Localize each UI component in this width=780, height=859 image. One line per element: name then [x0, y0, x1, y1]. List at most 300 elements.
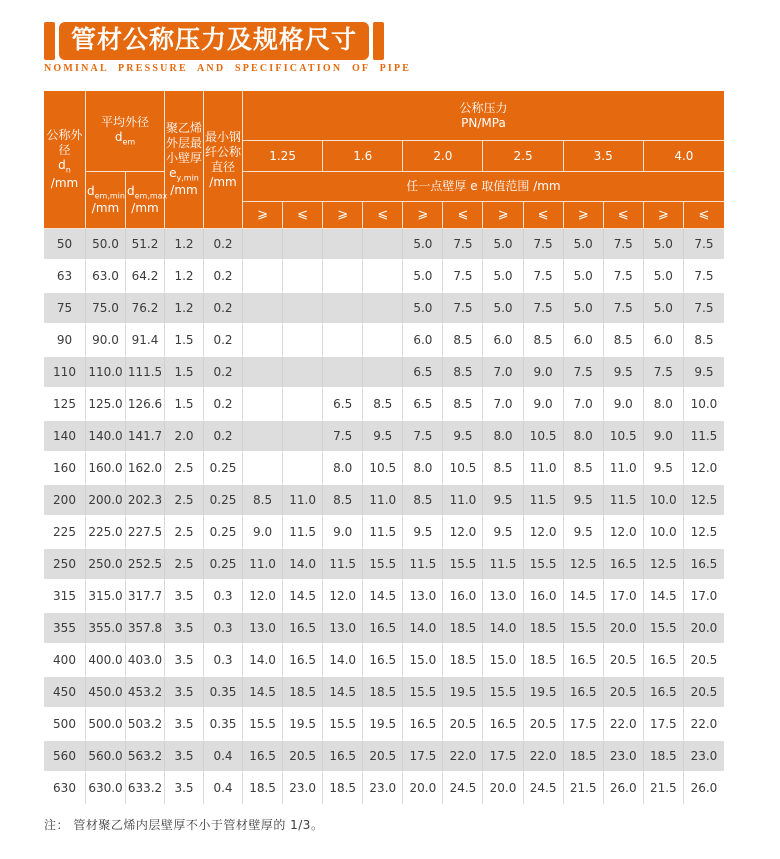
table-cell: 20.5: [604, 677, 644, 709]
table-cell: 227.5: [126, 517, 165, 549]
table-cell: 5.0: [564, 261, 604, 293]
table-cell: 9.5: [684, 357, 724, 389]
table-cell: 5.0: [403, 229, 443, 261]
table-cell: 8.5: [323, 485, 363, 517]
table-cell: 6.0: [403, 325, 443, 357]
table-cell: 7.5: [604, 229, 644, 261]
header-dn-label: 公称外径: [46, 128, 83, 158]
table-cell: 6.5: [403, 389, 443, 421]
table-cell: 11.5: [483, 549, 523, 581]
table-cell: 110: [44, 357, 86, 389]
pressure-value-cell: 3.5: [564, 141, 644, 172]
table-cell: 12.5: [684, 517, 724, 549]
table-cell: 1.5: [165, 357, 204, 389]
table-cell: 14.0: [403, 613, 443, 645]
table-cell: 20.0: [403, 773, 443, 805]
table-cell: 17.5: [564, 709, 604, 741]
table-cell: 11.0: [243, 549, 283, 581]
table-cell: 1.5: [165, 325, 204, 357]
table-cell: [363, 293, 403, 325]
table-cell: 252.5: [126, 549, 165, 581]
header-ey-label: 聚乙烯外层最小壁厚: [166, 120, 203, 165]
header-pressure: [243, 91, 724, 141]
table-cell: 15.5: [564, 613, 604, 645]
table-cell: 18.5: [283, 677, 323, 709]
table-cell: 9.5: [564, 485, 604, 517]
table-cell: 7.5: [604, 293, 644, 325]
table-cell: 10.5: [524, 421, 564, 453]
page-title: 管材公称压力及规格尺寸: [59, 22, 369, 60]
table-cell: 14.0: [323, 645, 363, 677]
table-cell: 20.5: [524, 709, 564, 741]
table-cell: 160.0: [86, 453, 126, 485]
table-row: [44, 261, 724, 293]
table-cell: 5.0: [483, 261, 523, 293]
table-cell: 23.0: [363, 773, 403, 805]
table-cell: [323, 261, 363, 293]
gele-cell-le: ⩽: [363, 202, 403, 229]
table-cell: 0.2: [204, 229, 243, 261]
table-cell: 9.0: [604, 389, 644, 421]
table-cell: 9.5: [403, 517, 443, 549]
table-cell: 7.5: [524, 293, 564, 325]
pressure-value-cell: 1.25: [243, 141, 323, 172]
table-cell: [363, 357, 403, 389]
table-cell: 16.5: [363, 645, 403, 677]
table-cell: 9.5: [483, 517, 523, 549]
table-cell: 10.5: [604, 421, 644, 453]
table-cell: 8.5: [564, 453, 604, 485]
table-cell: 11.0: [363, 485, 403, 517]
table-cell: 315.0: [86, 581, 126, 613]
table-cell: 8.0: [403, 453, 443, 485]
table-cell: 7.5: [524, 229, 564, 261]
table-cell: 140: [44, 421, 86, 453]
table-cell: 0.3: [204, 581, 243, 613]
table-cell: 12.0: [604, 517, 644, 549]
table-cell: 11.5: [403, 549, 443, 581]
table-cell: 3.5: [165, 581, 204, 613]
table-cell: 9.5: [363, 421, 403, 453]
header-dem-min-unit: /mm: [91, 201, 120, 216]
table-cell: 5.0: [644, 293, 684, 325]
table-cell: 9.5: [644, 453, 684, 485]
table-cell: [323, 325, 363, 357]
table-cell: [283, 389, 323, 421]
table-cell: 14.5: [564, 581, 604, 613]
table-cell: [283, 229, 323, 261]
table-cell: 200.0: [86, 485, 126, 517]
table-cell: 90: [44, 325, 86, 357]
header-dn: [44, 91, 86, 229]
table-cell: [283, 325, 323, 357]
table-cell: 8.5: [243, 485, 283, 517]
table-cell: 12.5: [564, 549, 604, 581]
table-cell: 50: [44, 229, 86, 261]
table-cell: 14.5: [363, 581, 403, 613]
pressure-value-cell: 2.5: [483, 141, 563, 172]
table-cell: 11.5: [604, 485, 644, 517]
table-cell: 9.0: [243, 517, 283, 549]
table-row: [44, 293, 724, 325]
table-cell: 7.5: [443, 261, 483, 293]
header-dn-unit: /mm: [50, 175, 79, 190]
table-cell: 10.5: [363, 453, 403, 485]
table-cell: [243, 357, 283, 389]
table-cell: 9.5: [564, 517, 604, 549]
table-cell: 16.5: [283, 613, 323, 645]
table-cell: [243, 421, 283, 453]
table-cell: 20.5: [363, 741, 403, 773]
table-cell: 9.0: [644, 421, 684, 453]
table-cell: 16.5: [283, 645, 323, 677]
table-cell: [323, 293, 363, 325]
table-cell: 125.0: [86, 389, 126, 421]
footnote: 注： 管材聚乙烯内层壁厚不小于管材壁厚的 1/3。: [44, 818, 324, 832]
table-cell: 10.0: [684, 389, 724, 421]
table-cell: 6.0: [644, 325, 684, 357]
table-cell: 141.7: [126, 421, 165, 453]
table-cell: 16.5: [483, 709, 523, 741]
title-row: [44, 22, 724, 60]
pressure-value-cell: 1.6: [323, 141, 403, 172]
header-pressure-title: 公称压力: [459, 100, 508, 115]
table-cell: 5.0: [403, 261, 443, 293]
header-dem-max-unit: /mm: [131, 201, 159, 216]
gele-cell-le: ⩽: [443, 202, 483, 229]
table-cell: 22.0: [684, 709, 724, 741]
table-cell: 8.5: [443, 389, 483, 421]
table-cell: 23.0: [604, 741, 644, 773]
table-cell: 22.0: [524, 741, 564, 773]
title-right-bar: [373, 22, 384, 60]
table-cell: [283, 261, 323, 293]
table-cell: 11.5: [323, 549, 363, 581]
table-cell: 250: [44, 549, 86, 581]
table-cell: 8.0: [483, 421, 523, 453]
table-cell: 20.5: [604, 645, 644, 677]
table-cell: 14.5: [243, 677, 283, 709]
table-cell: 23.0: [684, 741, 724, 773]
table-cell: 91.4: [126, 325, 165, 357]
gele-cell-ge: ⩾: [243, 202, 283, 229]
table-row: [44, 613, 724, 645]
header-ey-unit: /mm: [170, 183, 198, 198]
table-cell: 8.5: [443, 357, 483, 389]
table-cell: 20.5: [443, 709, 483, 741]
table-cell: 7.5: [684, 229, 724, 261]
table-cell: 14.0: [243, 645, 283, 677]
page: [44, 22, 724, 833]
table-cell: 7.5: [684, 261, 724, 293]
table-cell: 355.0: [86, 613, 126, 645]
table-cell: 18.5: [564, 741, 604, 773]
table-cell: 18.5: [524, 613, 564, 645]
table-cell: 11.5: [283, 517, 323, 549]
table-cell: 0.25: [204, 453, 243, 485]
table-cell: 7.0: [483, 389, 523, 421]
table-cell: 400.0: [86, 645, 126, 677]
table-cell: [283, 293, 323, 325]
table-cell: 12.0: [684, 453, 724, 485]
table-cell: 11.0: [604, 453, 644, 485]
table-row: [44, 549, 724, 581]
table-cell: 20.5: [684, 677, 724, 709]
table-cell: 11.5: [363, 517, 403, 549]
table-cell: 19.5: [363, 709, 403, 741]
table-cell: 9.0: [524, 357, 564, 389]
table-cell: 16.5: [363, 613, 403, 645]
table-cell: 1.2: [165, 293, 204, 325]
table-cell: 10.0: [644, 517, 684, 549]
table-cell: 19.5: [524, 677, 564, 709]
table-cell: 3.5: [165, 709, 204, 741]
table-cell: 7.5: [403, 421, 443, 453]
table-cell: 20.5: [283, 741, 323, 773]
table-cell: 75: [44, 293, 86, 325]
table-cell: 162.0: [126, 453, 165, 485]
table-cell: 2.0: [165, 421, 204, 453]
table-cell: 8.5: [483, 453, 523, 485]
table-cell: 19.5: [283, 709, 323, 741]
table-cell: 630: [44, 773, 86, 805]
table-cell: 355: [44, 613, 86, 645]
table-cell: 13.0: [403, 581, 443, 613]
table-cell: 0.25: [204, 549, 243, 581]
table-cell: 560.0: [86, 741, 126, 773]
table-cell: 12.0: [323, 581, 363, 613]
table-cell: 225: [44, 517, 86, 549]
table-cell: 17.0: [604, 581, 644, 613]
table-cell: 8.5: [403, 485, 443, 517]
table-cell: 17.5: [644, 709, 684, 741]
table-cell: 17.5: [483, 741, 523, 773]
table-cell: 160: [44, 453, 86, 485]
table-cell: 6.5: [403, 357, 443, 389]
table-cell: 6.0: [483, 325, 523, 357]
table-cell: 450.0: [86, 677, 126, 709]
table-cell: 15.5: [363, 549, 403, 581]
table-cell: 8.5: [604, 325, 644, 357]
table-cell: [243, 325, 283, 357]
gele-cell-ge: ⩾: [644, 202, 684, 229]
table-cell: 18.5: [644, 741, 684, 773]
table-cell: 563.2: [126, 741, 165, 773]
title-left-bar: [44, 22, 55, 60]
table-cell: 5.0: [483, 229, 523, 261]
table-cell: 16.5: [323, 741, 363, 773]
spec-table: [44, 91, 724, 805]
table-cell: 5.0: [403, 293, 443, 325]
table-cell: 12.0: [443, 517, 483, 549]
table-cell: 15.5: [403, 677, 443, 709]
table-cell: [323, 357, 363, 389]
table-cell: 630.0: [86, 773, 126, 805]
table-cell: 11.0: [524, 453, 564, 485]
table-cell: 5.0: [564, 293, 604, 325]
table-cell: 16.0: [443, 581, 483, 613]
table-cell: 8.5: [363, 389, 403, 421]
table-cell: 24.5: [524, 773, 564, 805]
table-cell: 16.5: [564, 645, 604, 677]
table-cell: 17.0: [684, 581, 724, 613]
table-cell: 3.5: [165, 677, 204, 709]
table-cell: 21.5: [564, 773, 604, 805]
header-steel-label: 最小钢纤公称直径: [205, 129, 242, 174]
table-cell: 8.5: [443, 325, 483, 357]
table-cell: 140.0: [86, 421, 126, 453]
table-cell: 7.5: [524, 261, 564, 293]
table-cell: 9.5: [443, 421, 483, 453]
table-cell: 23.0: [283, 773, 323, 805]
table-cell: 22.0: [604, 709, 644, 741]
table-cell: 3.5: [165, 741, 204, 773]
table-cell: [283, 421, 323, 453]
pressure-value-cell: 4.0: [644, 141, 724, 172]
table-cell: 63: [44, 261, 86, 293]
table-cell: [363, 261, 403, 293]
table-cell: 0.35: [204, 677, 243, 709]
table-cell: [243, 229, 283, 261]
table-cell: 0.2: [204, 293, 243, 325]
header-dem-max: [126, 172, 168, 229]
table-cell: 9.0: [524, 389, 564, 421]
table-cell: 202.3: [126, 485, 165, 517]
header-dem-min-symbol: $d_{em,min}$: [87, 183, 125, 201]
table-cell: [363, 229, 403, 261]
gele-cell-le: ⩽: [524, 202, 564, 229]
table-cell: 633.2: [126, 773, 165, 805]
header-ey: [165, 91, 204, 229]
table-cell: 1.2: [165, 261, 204, 293]
table-cell: 2.5: [165, 517, 204, 549]
table-cell: 15.0: [483, 645, 523, 677]
table-cell: [363, 325, 403, 357]
table-cell: 1.5: [165, 389, 204, 421]
table-cell: 51.2: [126, 229, 165, 261]
table-cell: 7.5: [604, 261, 644, 293]
gele-cell-ge: ⩾: [323, 202, 363, 229]
table-cell: [243, 389, 283, 421]
table-cell: 0.25: [204, 485, 243, 517]
table-cell: 22.0: [443, 741, 483, 773]
table-cell: 20.5: [684, 645, 724, 677]
table-cell: 12.5: [684, 485, 724, 517]
title-block: [44, 22, 724, 74]
table-cell: 15.5: [483, 677, 523, 709]
table-cell: 200: [44, 485, 86, 517]
table-cell: 16.5: [644, 677, 684, 709]
table-cell: 76.2: [126, 293, 165, 325]
table-cell: 560: [44, 741, 86, 773]
table-cell: 8.0: [644, 389, 684, 421]
table-row: [44, 741, 724, 773]
header-dem-min: [86, 172, 126, 229]
table-cell: 19.5: [443, 677, 483, 709]
table-cell: 15.5: [243, 709, 283, 741]
header-ey-symbol: $e_{y,min}$: [169, 165, 199, 183]
table-cell: 15.5: [644, 613, 684, 645]
table-cell: 7.5: [684, 293, 724, 325]
header-steel: [204, 91, 243, 229]
table-row: [44, 357, 724, 389]
table-cell: 5.0: [483, 293, 523, 325]
header-dem-max-symbol: $d_{em,max}$: [127, 183, 168, 201]
table-cell: 500: [44, 709, 86, 741]
table-cell: 125: [44, 389, 86, 421]
table-cell: 11.0: [283, 485, 323, 517]
table-cell: 13.0: [243, 613, 283, 645]
table-cell: 14.5: [323, 677, 363, 709]
table-cell: 8.0: [564, 421, 604, 453]
table-cell: 7.0: [483, 357, 523, 389]
table-cell: 12.5: [644, 549, 684, 581]
table-cell: 317.7: [126, 581, 165, 613]
table-cell: 26.0: [684, 773, 724, 805]
table-cell: 0.2: [204, 357, 243, 389]
table-cell: 18.5: [243, 773, 283, 805]
table-cell: 403.0: [126, 645, 165, 677]
table-cell: 2.5: [165, 453, 204, 485]
table-cell: 0.3: [204, 613, 243, 645]
table-cell: 14.0: [283, 549, 323, 581]
table-row: [44, 517, 724, 549]
gele-cell-le: ⩽: [604, 202, 644, 229]
table-cell: 18.5: [363, 677, 403, 709]
table-cell: 50.0: [86, 229, 126, 261]
table-cell: 15.5: [524, 549, 564, 581]
spec-table-head: [44, 91, 724, 229]
table-cell: 5.0: [644, 261, 684, 293]
table-cell: 0.3: [204, 645, 243, 677]
gele-cell-le: ⩽: [283, 202, 323, 229]
table-row: [44, 677, 724, 709]
table-cell: [283, 357, 323, 389]
table-cell: 7.5: [323, 421, 363, 453]
table-cell: 8.5: [684, 325, 724, 357]
table-cell: 2.5: [165, 485, 204, 517]
table-cell: 6.5: [323, 389, 363, 421]
table-cell: 18.5: [524, 645, 564, 677]
table-row: [44, 581, 724, 613]
table-cell: 16.5: [564, 677, 604, 709]
table-cell: 18.5: [443, 645, 483, 677]
gele-cell-ge: ⩾: [403, 202, 443, 229]
table-cell: 315: [44, 581, 86, 613]
table-cell: 18.5: [443, 613, 483, 645]
header-range: 任一点壁厚 e 取值范围 /mm: [243, 172, 724, 202]
table-cell: 0.2: [204, 261, 243, 293]
table-cell: 3.5: [165, 773, 204, 805]
header-dem-symbol: $d_{em}$: [114, 129, 136, 147]
table-cell: 64.2: [126, 261, 165, 293]
table-row: [44, 453, 724, 485]
table-cell: 7.5: [443, 229, 483, 261]
table-cell: 12.0: [524, 517, 564, 549]
header-dn-symbol: $d_n$: [58, 158, 71, 175]
table-cell: 16.5: [644, 645, 684, 677]
pressure-value-cell: 2.0: [403, 141, 483, 172]
table-cell: 16.5: [684, 549, 724, 581]
table-cell: 111.5: [126, 357, 165, 389]
table-cell: 503.2: [126, 709, 165, 741]
table-cell: 11.5: [524, 485, 564, 517]
gele-cell-ge: ⩾: [483, 202, 523, 229]
table-cell: 7.5: [564, 357, 604, 389]
table-cell: 10.5: [443, 453, 483, 485]
page-subtitle: NOMINAL PRESSURE AND SPECIFICATION OF PIPE: [44, 63, 412, 74]
table-row: [44, 773, 724, 805]
